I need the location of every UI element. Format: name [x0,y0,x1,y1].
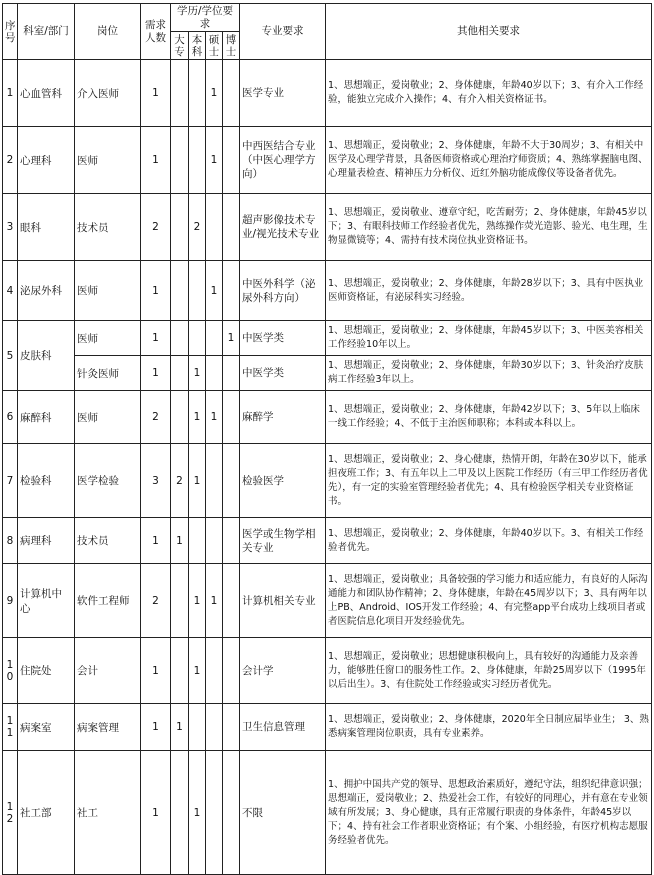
cell-dazhuan: 1 [171,518,189,564]
cell-benke [189,518,206,564]
cell-benke [189,321,206,356]
cell-boshi [223,127,240,194]
cell-dept: 检验科 [18,444,75,518]
cell-count: 1 [141,751,171,875]
header-position: 岗位 [75,4,141,60]
cell-other: 1、思想端正，爱岗敬业；思想健康积极向上，具有较好的沟通能力及亲善力，能够胜任窗口的服务性工作。2、身体健康，年龄25周岁以下（1995年以后出生）。3、有住院处工作经验或实习经历者优先。 [326,638,652,704]
cell-count: 1 [141,704,171,751]
cell-boshi: 1 [223,321,240,356]
cell-boshi [223,704,240,751]
cell-dept: 麻醉科 [18,391,75,444]
cell-dazhuan [171,60,189,127]
cell-position: 针灸医师 [75,356,141,391]
cell-major: 卫生信息管理 [240,704,326,751]
cell-other: 1、思想端正，爱岗敬业；2、身体健康，年龄42岁以下；3、5年以上临床一线工作经验；4、不低于主治医师职称；本科或本科以上。 [326,391,652,444]
cell-count: 2 [141,564,171,638]
cell-shuoshi [206,704,223,751]
cell-dept: 心理科 [18,127,75,194]
cell-shuoshi [206,444,223,518]
table-row [3,391,652,444]
header-edu-shuoshi: 硕士 [206,32,223,60]
cell-other: 1、思想端正，爱岗敬业；2、身体健康，年龄40岁以下；3、有介入工作经验，能独立完成介入操作；4、有介入相关资格证书。 [326,60,652,127]
cell-benke: 1 [189,391,206,444]
table-row [3,194,652,261]
cell-dept: 社工部 [18,751,75,875]
cell-dept: 皮肤科 [18,321,75,391]
cell-position: 医师 [75,261,141,321]
cell-position: 技术员 [75,194,141,261]
table-row [3,444,652,518]
cell-count: 3 [141,444,171,518]
cell-other: 1、思想端正，爱岗敬业、遵章守纪，吃苦耐劳；2、身体健康，年龄45岁以下；3、有眼科技师工作经验者优先，熟练操作荧光造影、验光、电生理，生物显微镜等；4、需持有技术岗位执业资格证书。 [326,194,652,261]
cell-boshi [223,444,240,518]
cell-position: 软件工程师 [75,564,141,638]
cell-dept: 病理科 [18,518,75,564]
cell-dept: 计算机中心 [18,564,75,638]
table-row [3,321,652,356]
cell-benke: 1 [189,751,206,875]
cell-benke [189,127,206,194]
cell-seq: 2 [3,127,18,194]
cell-other: 1、思想端正，爱岗敬业；2、身心健康，热情开朗，年龄在30岁以下，能承担夜班工作；3、有五年以上二甲及以上医院工作经历（有三甲工作经历者优先），有一定的实验室管理经验者优先；4、具有检验医学相关专业资格证书。 [326,444,652,518]
cell-dazhuan [171,638,189,704]
table-row [3,704,652,751]
table-row [3,60,652,127]
cell-benke [189,261,206,321]
cell-other: 1、拥护中国共产党的领导、思想政治素质好，遵纪守法，组织纪律意识强；思想端正，爱岗敬业；2、热爱社会工作，有较好的同理心，并有意在专业领域有所发展；3、身心健康，具有正常履行职责的身体条件，年龄45岁以下；4、持有社会工作者职业资格证；有个案、小组经验，有医疗机构志愿服务经验者优先。 [326,751,652,875]
table-row [3,638,652,704]
cell-boshi [223,356,240,391]
cell-benke: 1 [189,356,206,391]
header-dept: 科室/部门 [18,4,75,60]
cell-dept: 住院处 [18,638,75,704]
cell-boshi [223,60,240,127]
cell-major: 中西医结合专业（中医心理学方向） [240,127,326,194]
cell-benke: 2 [189,194,206,261]
cell-count: 1 [141,518,171,564]
cell-position: 医师 [75,391,141,444]
cell-major: 不限 [240,751,326,875]
cell-shuoshi [206,518,223,564]
cell-shuoshi [206,194,223,261]
cell-benke: 1 [189,444,206,518]
cell-seq: 8 [3,518,18,564]
cell-boshi [223,194,240,261]
cell-dazhuan: 2 [171,444,189,518]
cell-count: 2 [141,391,171,444]
cell-count: 1 [141,638,171,704]
cell-other: 1、思想端正，爱岗敬业；2、身体健康，年龄40岁以下。3、有相关工作经验者优先。 [326,518,652,564]
cell-seq: 10 [3,638,18,704]
cell-dept: 眼科 [18,194,75,261]
header-row [3,4,652,32]
cell-shuoshi [206,751,223,875]
cell-major: 医学或生物学相关专业 [240,518,326,564]
cell-other: 1、思想端正，爱岗敬业；2、身体健康，年龄不大于30周岁；3、有相关中医学及心理学背景，具备医师资格或心理治疗师资质；4、熟练掌握脑电图、心理量表检查、精神压力分析仪、近红外脑功能成像仪等设备者优先。 [326,127,652,194]
cell-seq: 3 [3,194,18,261]
table-row [3,261,652,321]
cell-dazhuan [171,391,189,444]
cell-dept: 病案室 [18,704,75,751]
cell-position: 社工 [75,751,141,875]
cell-major: 超声影像技术专业/视光技术专业 [240,194,326,261]
cell-seq: 9 [3,564,18,638]
cell-dazhuan [171,751,189,875]
cell-other: 1、思想端正，爱岗敬业；具备较强的学习能力和适应能力，有良好的人际沟通能力和团队协作精神；2、身体健康，年龄在45周岁以下；3、具有两年以上PB、Android、IOS开发工作经验；4、有完整app平台成功上线项目者或者医院信息化项目开发经验优先。 [326,564,652,638]
table-row [3,356,652,391]
cell-dazhuan [171,564,189,638]
cell-boshi [223,638,240,704]
cell-shuoshi [206,356,223,391]
cell-count: 1 [141,261,171,321]
cell-boshi [223,261,240,321]
cell-benke: 1 [189,564,206,638]
cell-shuoshi: 1 [206,60,223,127]
cell-count: 1 [141,127,171,194]
cell-major: 中医外科学（泌尿外科方向） [240,261,326,321]
header-count: 需求人数 [141,4,171,60]
cell-other: 1、思想端正，爱岗敬业；2、身体健康，2020年全日制应届毕业生； 3、熟悉病案管理岗位职责，具有专业素养。 [326,704,652,751]
cell-position: 医学检验 [75,444,141,518]
cell-boshi [223,391,240,444]
cell-dept: 泌尿外科 [18,261,75,321]
cell-benke: 1 [189,638,206,704]
table-row [3,751,652,875]
cell-benke [189,704,206,751]
header-major: 专业要求 [240,4,326,60]
cell-major: 会计学 [240,638,326,704]
cell-shuoshi [206,638,223,704]
header-seq: 序号 [3,4,18,60]
cell-count: 1 [141,60,171,127]
cell-seq: 12 [3,751,18,875]
header-other: 其他相关要求 [326,4,652,60]
header-edu-group: 学历/学位要求 [171,4,240,32]
cell-position: 会计 [75,638,141,704]
cell-dazhuan: 1 [171,704,189,751]
cell-boshi [223,564,240,638]
cell-seq: 7 [3,444,18,518]
cell-shuoshi: 1 [206,261,223,321]
cell-dept: 心血管科 [18,60,75,127]
cell-dazhuan [171,356,189,391]
cell-seq: 5 [3,321,18,391]
cell-count: 2 [141,194,171,261]
cell-shuoshi: 1 [206,127,223,194]
cell-benke [189,60,206,127]
cell-other: 1、思想端正，爱岗敬业；2、身体健康，年龄45岁以下；3、中医美容相关工作经验10年以上。 [326,321,652,356]
table-row [3,518,652,564]
cell-major: 中医学类 [240,321,326,356]
header-edu-benke: 本科 [189,32,206,60]
cell-major: 医学专业 [240,60,326,127]
header-edu-dazhuan: 大专 [171,32,189,60]
cell-major: 中医学类 [240,356,326,391]
cell-boshi [223,518,240,564]
cell-other: 1、思想端正，爱岗敬业；2、身体健康，年龄28岁以下；3、具有中医执业医师资格证，有泌尿科实习经验。 [326,261,652,321]
cell-major: 检验医学 [240,444,326,518]
cell-seq: 4 [3,261,18,321]
cell-dazhuan [171,261,189,321]
table-row [3,564,652,638]
cell-shuoshi: 1 [206,391,223,444]
cell-count: 1 [141,321,171,356]
cell-dazhuan [171,127,189,194]
cell-position: 介入医师 [75,60,141,127]
cell-major: 麻醉学 [240,391,326,444]
cell-major: 计算机相关专业 [240,564,326,638]
cell-shuoshi [206,321,223,356]
header-edu-boshi: 博士 [223,32,240,60]
cell-boshi [223,751,240,875]
cell-count: 1 [141,356,171,391]
cell-seq: 1 [3,60,18,127]
cell-seq: 11 [3,704,18,751]
cell-other: 1、思想端正，爱岗敬业；2、身体健康，年龄30岁以下；3、针灸治疗皮肤病工作经验3年以上。 [326,356,652,391]
cell-position: 病案管理 [75,704,141,751]
cell-position: 医师 [75,321,141,356]
cell-dazhuan [171,321,189,356]
cell-position: 技术员 [75,518,141,564]
cell-position: 医师 [75,127,141,194]
cell-shuoshi: 1 [206,564,223,638]
cell-seq: 6 [3,391,18,444]
table-row [3,127,652,194]
cell-dazhuan [171,194,189,261]
recruitment-table [2,3,652,875]
